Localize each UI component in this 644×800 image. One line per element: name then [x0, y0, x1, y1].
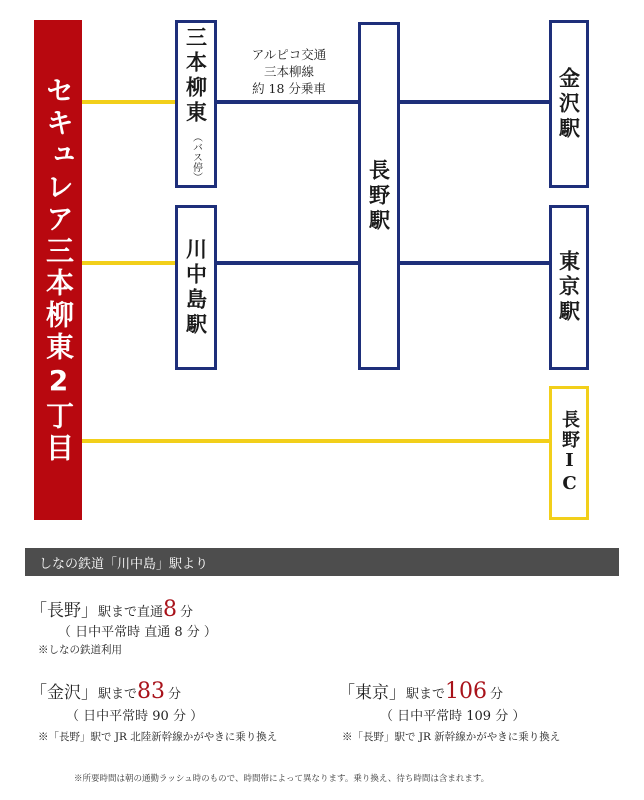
route-tokyo-name: 「東京」: [338, 683, 406, 703]
bus-ride-time: 約 18 分乗車: [252, 81, 326, 96]
connector-home-nagano-ic: [82, 439, 552, 443]
footnote: ※所要時間は朝の通勤ラッシュ時のもので、時間帯によって異なります。乗り換え、待ち時間は含まれます。: [74, 774, 490, 784]
stop-kawanakajima-station: [175, 205, 217, 370]
route-kanazawa-note: ※「長野」駅で JR 北陸新幹線かがやきに乗り換え: [38, 731, 278, 743]
bus-operator: アルピコ交通: [251, 47, 327, 62]
connector-bus-nagano: [214, 100, 361, 104]
connector-nagano-tokyo: [397, 261, 552, 265]
property-box: [34, 20, 82, 520]
stop-nagano-station: [358, 22, 400, 370]
route-kanazawa-name: 「金沢」: [30, 683, 98, 703]
route-nagano-summary: [30, 596, 193, 622]
route-tokyo-minutes: 106: [445, 679, 488, 704]
section-header: [25, 548, 619, 576]
property-name: セキュレア三本柳東2丁目: [42, 75, 75, 465]
route-nagano-name: 「長野」: [30, 601, 98, 621]
connector-nagano-kanazawa: [397, 100, 552, 104]
route-kanazawa-unit: 分: [168, 687, 182, 702]
route-nagano-detail: （ 日中平常時 直通 8 分 ）: [58, 625, 217, 640]
stop-kanazawa-station: [549, 20, 589, 188]
stop-nagano-label: 長野駅: [366, 158, 392, 234]
route-kanazawa-summary: [30, 678, 181, 704]
connector-kawanakajima-nagano: [214, 261, 361, 265]
stop-tokyo-label: 東京駅: [556, 250, 582, 325]
stop-nagano-ic: [549, 386, 589, 520]
route-kanazawa-minutes: 83: [137, 679, 166, 704]
route-nagano-unit: 分: [180, 605, 194, 620]
route-tokyo-summary: [338, 678, 503, 704]
route-nagano-note: ※しなの鉄道利用: [38, 644, 122, 656]
stop-sanbonyanagi-higashi-bus: [175, 20, 217, 188]
stop-sanbonyanagi-higashi-label: 三本柳東: [183, 26, 209, 126]
stop-tokyo-station: [549, 205, 589, 370]
route-tokyo-detail: （ 日中平常時 109 分 ）: [380, 709, 526, 724]
route-tokyo-pre: 駅まで: [406, 687, 446, 702]
connector-home-bus: [82, 100, 178, 104]
route-kanazawa-detail: （ 日中平常時 90 分 ）: [66, 709, 204, 724]
stop-nagano-ic-label: 長野IC: [559, 410, 580, 496]
stop-kanazawa-label: 金沢駅: [556, 66, 582, 142]
route-kanazawa-pre: 駅まで: [98, 687, 138, 702]
section-header-text: しなの鉄道「川中島」駅より: [39, 556, 209, 572]
bus-route-info: [224, 46, 354, 97]
stop-kawanakajima-label: 川中島駅: [183, 237, 209, 338]
route-nagano-minutes: 8: [163, 597, 178, 622]
connector-home-kawanakajima: [82, 261, 178, 265]
bus-line-name: 三本柳線: [263, 64, 314, 79]
route-tokyo-note: ※「長野」駅で JR 新幹線かがやきに乗り換え: [342, 731, 561, 743]
route-nagano-pre: 駅まで直通: [98, 605, 164, 620]
stop-sanbonyanagi-higashi-sub: （バス停）: [190, 132, 202, 182]
route-tokyo-unit: 分: [490, 687, 504, 702]
